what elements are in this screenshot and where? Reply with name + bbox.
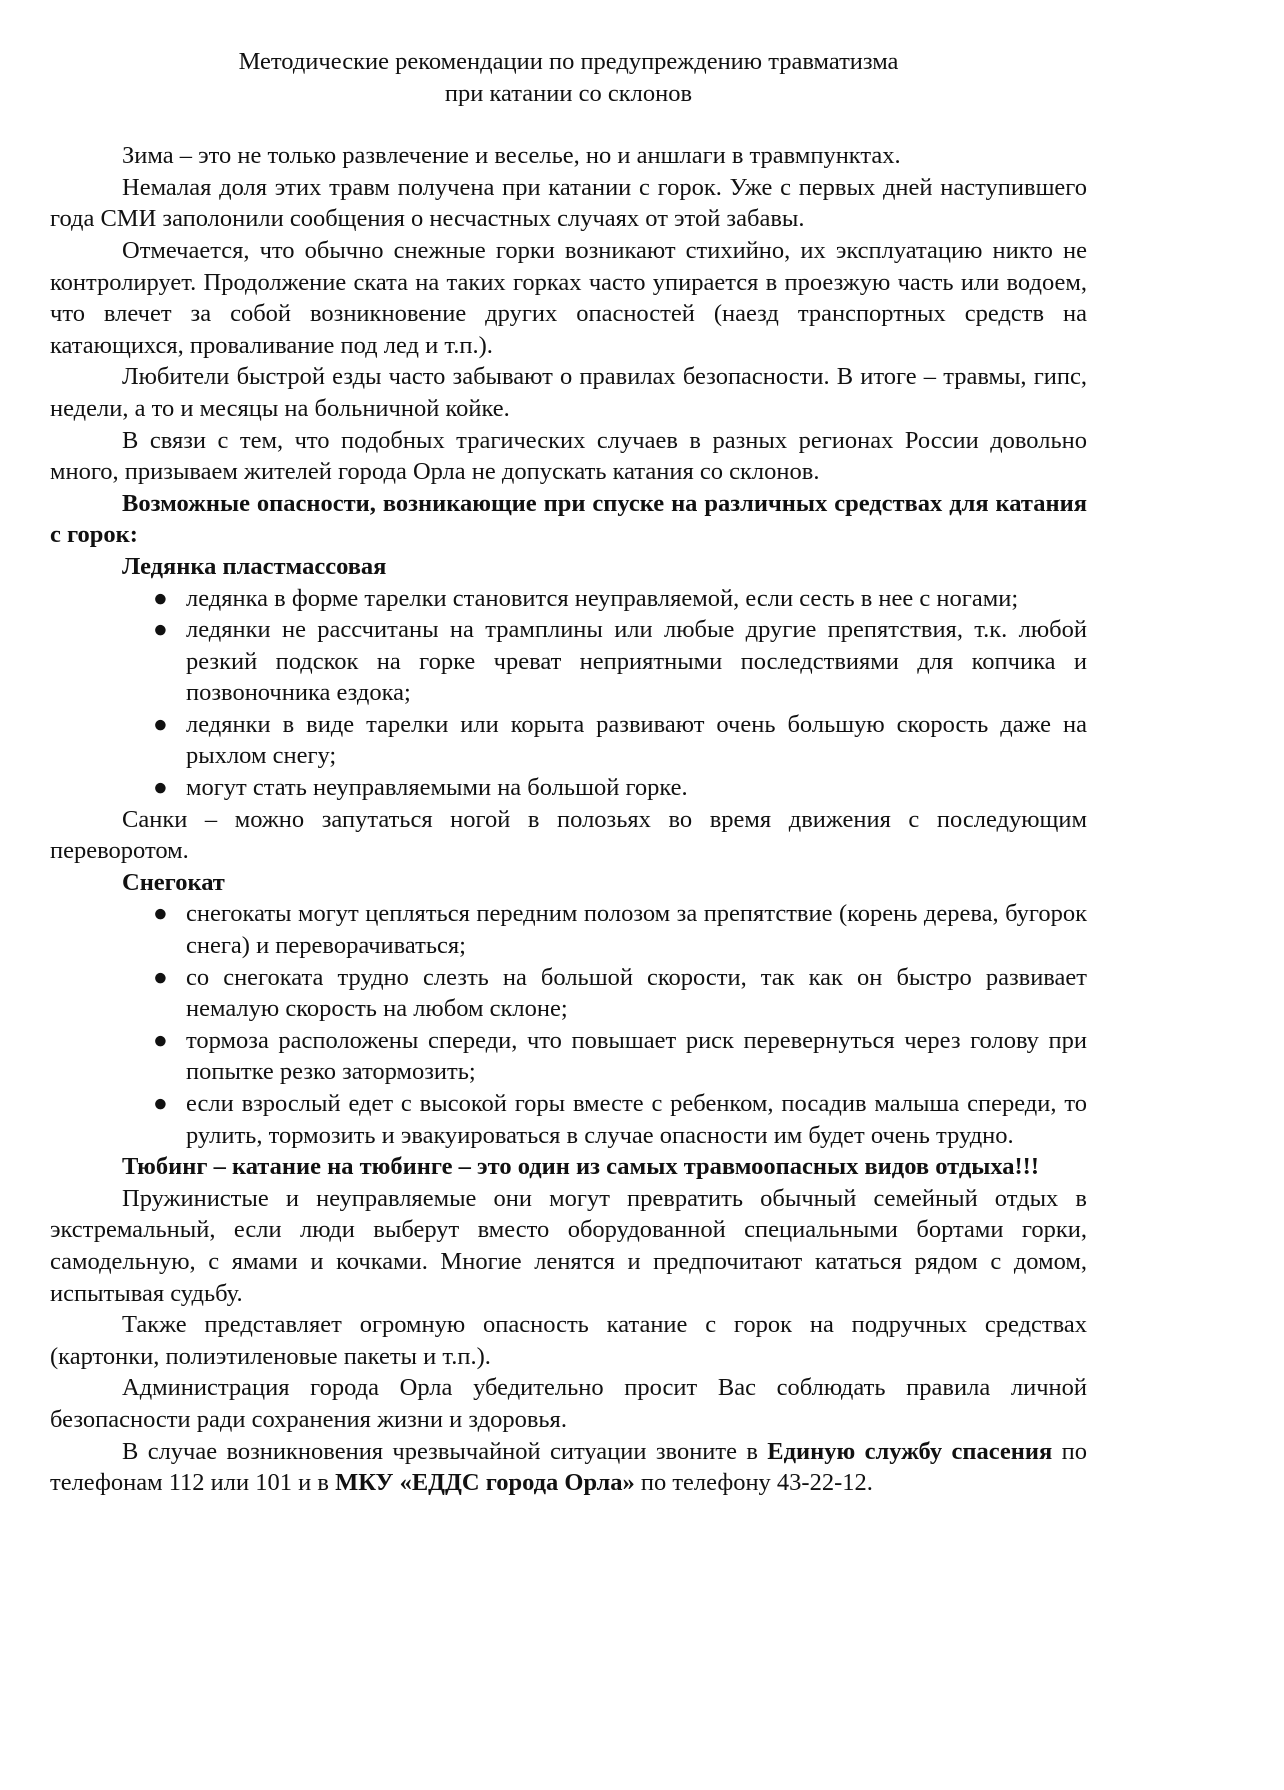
list-item-text: ледянки не рассчитаны на трамплины или любые другие препятствия, т.к. любой резкий подскок на горке чреват неприятными последствиями для копчика и позвоночника ездока; [186,616,1087,707]
list-item-text: со снегоката трудно слезть на большой скорости, так как он быстро развивает немалую скорость на любом склоне; [186,963,1087,1023]
document-page [50,46,1087,1499]
ice-sled-heading: Ледянка пластмассовая [122,552,387,580]
bullet-icon: ● [153,774,168,802]
document-title [50,46,1087,109]
sled-paragraph: Санки – можно запутаться ногой в полозьях во время движения с последующим переворотом. [50,805,1087,865]
title-line-1: Методические рекомендации по предупреждению травматизма [238,48,899,75]
ice-sled-list [50,583,1087,804]
list-item-text: если взрослый едет с высокой горы вместе с ребенком, посадив малыша спереди, то рулить, тормозить и эвакуироваться в случае опасности им будет очень трудно. [186,1090,1087,1149]
list-item [50,772,1087,804]
intro-paragraph: Немалая доля этих травм получена при катании с горок. Уже с первых дней наступившего года СМИ заполонили сообщения о несчастных случаях от этой забавы. [50,173,1087,233]
title-line-2: при катании со склонов [444,79,693,107]
intro-paragraph: Любители быстрой езды часто забывают о правилах безопасности. В итоге – травмы, гипс, недели, а то и месяцы на больничной койке. [50,363,1087,422]
list-item [50,614,1087,709]
list-item [50,898,1087,961]
bullet-icon: ● [153,710,168,738]
list-item [50,709,1087,772]
intro-paragraph: Зима – это не только развлечение и веселье, но и аншлаги в травмпунктах. [122,142,901,170]
list-item-text: ледянки в виде тарелки или корыта развивают очень большую скорость даже на рыхлом снегу; [186,710,1087,770]
bullet-icon: ● [153,963,168,991]
bullet-icon: ● [153,1026,168,1054]
bullet-icon: ● [153,1090,168,1117]
snow-scooter-list [50,898,1087,1151]
edds-name: МКУ «ЕДДС города Орла» [335,1469,635,1497]
emergency-text: по телефонам 112 или 101 и в [50,1437,1087,1497]
snow-scooter-heading: Снегокат [122,868,225,896]
bullet-icon: ● [153,900,168,928]
closing-paragraph: Пружинистые и неуправляемые они могут превратить обычный семейный отдых в экстремальный, если люди выберут вместо оборудованной специальными бортами горки, самодельную, с ямами и кочками. Многие ленятся и предпочитают кататься рядом с домом, испытывая судьбу. [50,1184,1087,1307]
list-item-text: могут стать неуправляемыми на большой горке. [186,774,688,802]
intro-paragraph: В связи с тем, что подобных трагических случаев в разных регионах России довольно много, призываем жителей города Орла не допускать катания со склонов. [50,426,1087,486]
tubing-heading: Тюбинг – катание на тюбинге – это один из самых травмоопасных видов отдыха!!! [122,1153,1040,1181]
dangers-heading: Возможные опасности, возникающие при спуске на различных средствах для катания с горок: [50,489,1087,549]
bullet-icon: ● [153,616,168,644]
intro-paragraph: Отмечается, что обычно снежные горки возникают стихийно, их эксплуатацию никто не контролирует. Продолжение ската на таких горках часто упирается в проезжую часть или водоем, что влечет за собой возникновение других опасностей (наезд транспортных средств на катающихся, проваливание под лед и т.п.). [50,236,1087,359]
list-item [50,1088,1087,1151]
emergency-text: по телефону 43-22-12. [634,1469,873,1497]
closing-paragraph: Также представляет огромную опасность катание с горок на подручных средствах (картонки, полиэтиленовые пакеты и т.п.). [50,1311,1087,1370]
emergency-text: В случае возникновения чрезвычайной ситуации звоните в [122,1437,768,1465]
emergency-paragraph [50,1436,1087,1499]
list-item [50,583,1087,615]
bullet-icon: ● [153,584,168,612]
list-item-text: тормоза расположены спереди, что повышает риск перевернуться через голову при попытке резко затормозить; [186,1026,1087,1086]
list-item-text: ледянка в форме тарелки становится неуправляемой, если сесть в нее с ногами; [186,584,1019,612]
list-item [50,1025,1087,1088]
closing-paragraph: Администрация города Орла убедительно просит Вас соблюдать правила личной безопасности ради сохранения жизни и здоровья. [50,1374,1087,1433]
list-item-text: снегокаты могут цепляться передним полозом за препятствие (корень дерева, бугорок снега) и переворачиваться; [186,900,1087,960]
list-item [50,962,1087,1025]
rescue-service-name: Единую службу спасения [767,1437,1053,1465]
